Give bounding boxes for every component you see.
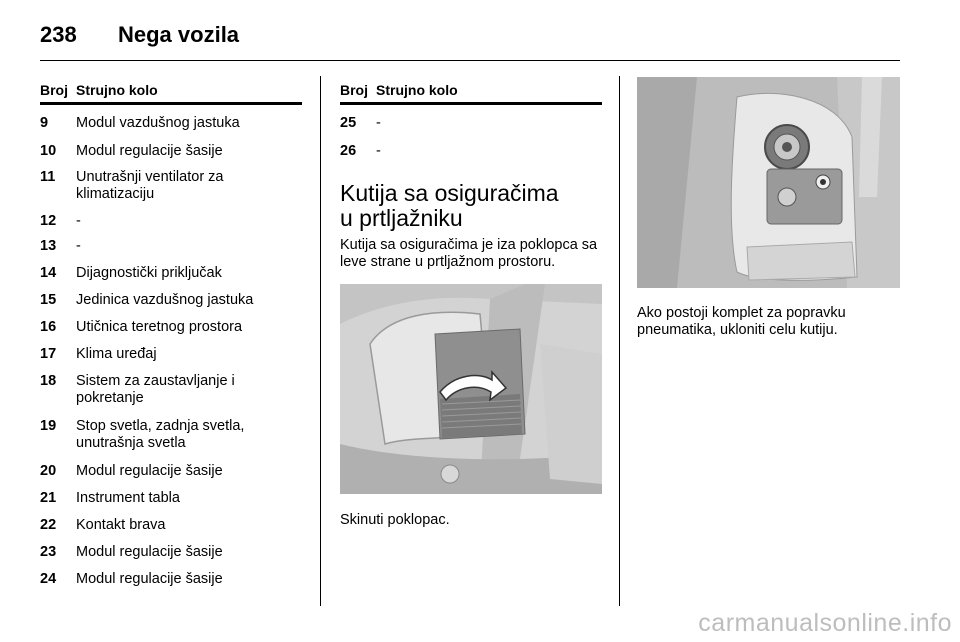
watermark: carmanualsonline.info bbox=[698, 609, 952, 637]
row-text: Modul vazdušnog jastuka bbox=[76, 115, 240, 131]
table-row bbox=[40, 265, 302, 292]
row-number: 15 bbox=[40, 292, 57, 308]
table-row bbox=[40, 115, 302, 143]
table-header-rule bbox=[340, 102, 602, 105]
page-number: 238 bbox=[40, 22, 77, 47]
row-text: Unutrašnji ventilator za klimatizaciju bbox=[76, 169, 224, 202]
row-text: Modul regulacije šasije bbox=[76, 143, 223, 159]
trunk-cover-illustration bbox=[340, 284, 602, 494]
section-intro: Kutija sa osiguračima je iza poklopca sa leve strane u prtljažnom prostoru. bbox=[340, 237, 598, 270]
trunk-cover-image bbox=[340, 284, 602, 494]
row-text: - bbox=[376, 143, 381, 159]
table-row bbox=[40, 373, 302, 418]
row-text: Modul regulacije šasije bbox=[76, 544, 223, 560]
row-text: Stop svetla, zadnja svetla, unutrašnja svetla bbox=[76, 418, 245, 451]
column-separator-2 bbox=[619, 76, 620, 606]
row-text: Klima uređaj bbox=[76, 346, 157, 362]
table-row bbox=[40, 213, 302, 238]
page-title: Nega vozila bbox=[118, 22, 240, 47]
section-title-line1: Kutija sa osiguračima bbox=[340, 180, 559, 206]
row-text: Modul regulacije šasije bbox=[76, 463, 223, 479]
row-number: 16 bbox=[40, 319, 57, 335]
header-rule bbox=[40, 60, 900, 61]
table-row bbox=[40, 490, 302, 517]
table-row bbox=[40, 544, 302, 571]
table-row bbox=[40, 517, 302, 544]
fuse-box-image bbox=[637, 77, 900, 288]
table-row bbox=[40, 238, 302, 265]
table-header-rule bbox=[40, 102, 302, 105]
column-separator-1 bbox=[320, 76, 321, 606]
section-title bbox=[340, 181, 602, 231]
fuse-table-left bbox=[40, 82, 302, 591]
header-number: Broj bbox=[340, 82, 368, 98]
row-number: 13 bbox=[40, 238, 57, 254]
table-row bbox=[40, 169, 302, 213]
section-title-line2: u prtljažniku bbox=[340, 205, 463, 231]
row-text: - bbox=[76, 238, 81, 254]
table-row bbox=[40, 571, 302, 591]
row-number: 14 bbox=[40, 265, 57, 281]
row-number: 20 bbox=[40, 463, 57, 479]
row-text: Kontakt brava bbox=[76, 517, 166, 533]
row-number: 9 bbox=[40, 115, 49, 131]
figure-caption: Ako postoji komplet za popravku pneumatika, ukloniti celu kutiju. bbox=[637, 305, 846, 338]
row-text: - bbox=[76, 213, 81, 229]
row-number: 22 bbox=[40, 517, 57, 533]
table-row bbox=[40, 143, 302, 169]
row-text: Sistem za zaustavljanje i pokretanje bbox=[76, 373, 235, 406]
table-row bbox=[40, 292, 302, 319]
table-row bbox=[40, 346, 302, 373]
header-number: Broj bbox=[40, 82, 68, 98]
figure-caption: Skinuti poklopac. bbox=[340, 512, 450, 528]
right-column bbox=[637, 77, 900, 339]
row-text: Dijagnostički priključak bbox=[76, 265, 222, 281]
row-number: 21 bbox=[40, 490, 57, 506]
table-header bbox=[40, 82, 302, 100]
table-row bbox=[40, 319, 302, 346]
table-row bbox=[40, 418, 302, 463]
row-number: 24 bbox=[40, 571, 57, 587]
row-text: Utičnica teretnog prostora bbox=[76, 319, 243, 335]
row-number: 12 bbox=[40, 213, 57, 229]
header-circuit: Strujno kolo bbox=[76, 82, 158, 98]
row-text: Jedinica vazdušnog jastuka bbox=[76, 292, 254, 308]
row-text: Modul regulacije šasije bbox=[76, 571, 223, 587]
row-number: 23 bbox=[40, 544, 57, 560]
row-text: Instrument tabla bbox=[76, 490, 180, 506]
row-number: 10 bbox=[40, 143, 57, 159]
table-header bbox=[340, 82, 602, 100]
fuse-table-right bbox=[340, 82, 602, 529]
row-number: 17 bbox=[40, 346, 57, 362]
row-number: 11 bbox=[40, 169, 56, 185]
header-circuit: Strujno kolo bbox=[376, 82, 458, 98]
row-number: 18 bbox=[40, 373, 57, 389]
table-row bbox=[340, 115, 602, 143]
table-row bbox=[40, 463, 302, 490]
row-number: 26 bbox=[340, 143, 357, 159]
row-text: - bbox=[376, 115, 381, 131]
table-row bbox=[340, 143, 602, 163]
row-number: 19 bbox=[40, 418, 57, 434]
fuse-box-illustration bbox=[637, 77, 900, 288]
row-number: 25 bbox=[340, 115, 357, 131]
